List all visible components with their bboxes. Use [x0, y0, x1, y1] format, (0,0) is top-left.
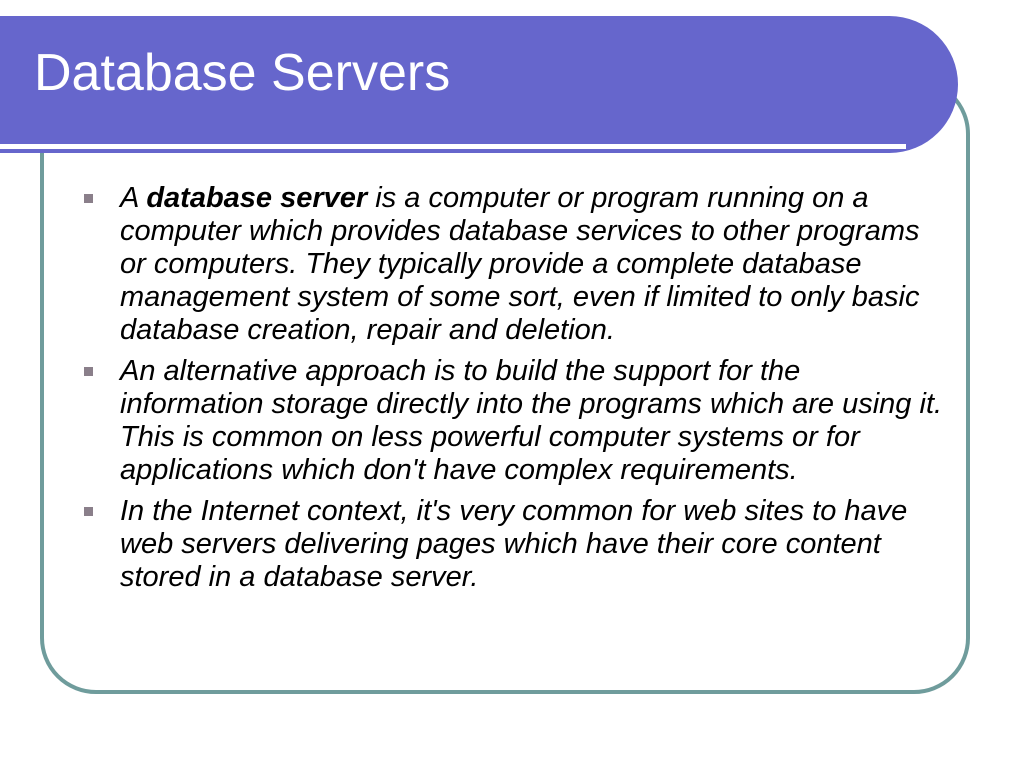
square-bullet-icon	[84, 367, 93, 376]
bullet-body-text: is a computer or program running on a computer which provides database services to other programs or computers. They typically provide a complete database management system of some sort, even if limited to only basic database creation, repair and deletion.	[120, 182, 920, 346]
bullet-body-text: An alternative approach is to build the support for the information storage directly into the programs which are using it. This is common on less powerful computer systems or for applications which don't have complex requirements.	[120, 355, 943, 486]
title-underline	[0, 144, 906, 149]
bullet-item-internet-context	[120, 495, 950, 594]
square-bullet-icon	[84, 194, 93, 203]
bullet-item-database-server	[120, 182, 950, 347]
bullet-list	[120, 182, 950, 602]
bullet-body-text: In the Internet context, it's very common for web sites to have web servers delivering pages which have their core content stored in a database server.	[120, 495, 908, 593]
bullet-lead-text: A	[120, 182, 147, 214]
slide-title: Database Servers	[34, 44, 451, 102]
bullet-term-text: database server	[146, 182, 368, 214]
bullet-item-alternative-approach	[120, 355, 950, 487]
square-bullet-icon	[84, 507, 93, 516]
